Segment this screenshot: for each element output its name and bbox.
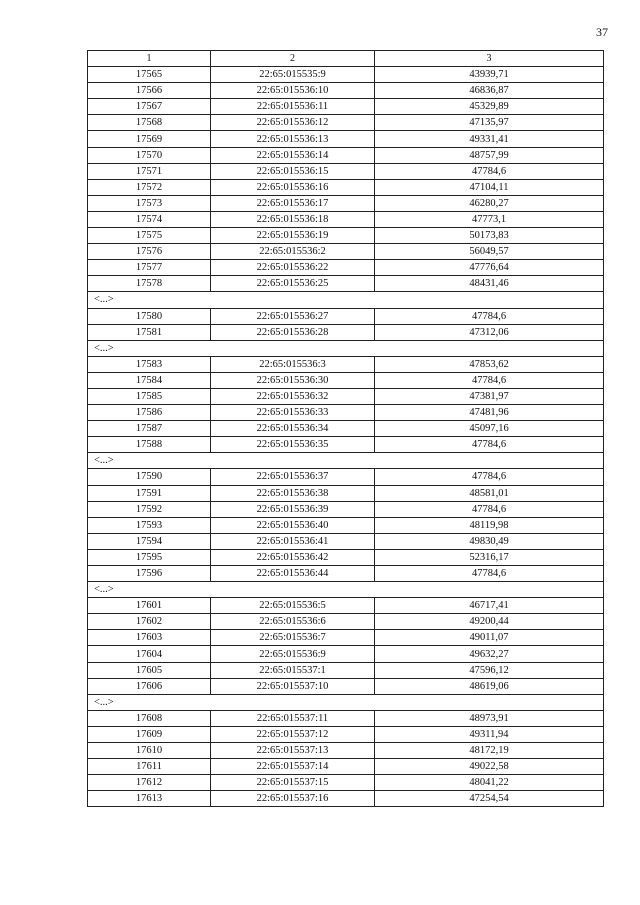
row-number-cell: 17590: [88, 469, 211, 485]
table-ellipsis-row: [88, 453, 604, 469]
row-number-cell: 17575: [88, 228, 211, 244]
cadastral-number-cell: 22:65:015536:14: [211, 147, 375, 163]
row-number-cell: 17578: [88, 276, 211, 292]
table-row: [88, 244, 604, 260]
cadastral-number-cell: 22:65:015536:19: [211, 228, 375, 244]
row-number-cell: 17604: [88, 646, 211, 662]
cadastral-number-cell: 22:65:015536:33: [211, 405, 375, 421]
row-number-cell: 17568: [88, 115, 211, 131]
table-row: [88, 775, 604, 791]
value-cell: 47784,6: [375, 501, 604, 517]
table-row: [88, 533, 604, 549]
row-number-cell: 17584: [88, 372, 211, 388]
value-cell: 48581,01: [375, 485, 604, 501]
table-ellipsis-row: [88, 292, 604, 308]
cadastral-number-cell: 22:65:015536:44: [211, 566, 375, 582]
value-cell: 48172,19: [375, 743, 604, 759]
value-cell: 46717,41: [375, 598, 604, 614]
value-cell: 49331,41: [375, 131, 604, 147]
table-row: [88, 308, 604, 324]
table-row: [88, 324, 604, 340]
table-row: [88, 485, 604, 501]
table-ellipsis-row: [88, 694, 604, 710]
value-cell: 46280,27: [375, 195, 604, 211]
value-cell: 45097,16: [375, 421, 604, 437]
row-number-cell: 17572: [88, 179, 211, 195]
value-cell: 47776,64: [375, 260, 604, 276]
page-number: 37: [596, 25, 608, 39]
cadastral-number-cell: 22:65:015536:10: [211, 83, 375, 99]
row-number-cell: 17586: [88, 405, 211, 421]
value-cell: 47135,97: [375, 115, 604, 131]
row-number-cell: 17608: [88, 710, 211, 726]
row-number-cell: 17585: [88, 388, 211, 404]
value-cell: 48431,46: [375, 276, 604, 292]
row-number-cell: 17571: [88, 163, 211, 179]
value-cell: 47784,6: [375, 308, 604, 324]
value-cell: 49011,07: [375, 630, 604, 646]
value-cell: 45329,89: [375, 99, 604, 115]
cadastral-number-cell: 22:65:015536:6: [211, 614, 375, 630]
omitted-rows-marker: <...>: [88, 453, 604, 469]
value-cell: 48619,06: [375, 678, 604, 694]
table-row: [88, 67, 604, 83]
table-row: [88, 228, 604, 244]
table-row: [88, 469, 604, 485]
cadastral-number-cell: 22:65:015536:25: [211, 276, 375, 292]
value-cell: 47784,6: [375, 437, 604, 453]
row-number-cell: 17601: [88, 598, 211, 614]
row-number-cell: 17611: [88, 759, 211, 775]
table-row: [88, 147, 604, 163]
column-header: 1: [88, 51, 211, 67]
value-cell: 43939,71: [375, 67, 604, 83]
table-row: [88, 566, 604, 582]
cadastral-number-cell: 22:65:015536:12: [211, 115, 375, 131]
value-cell: 47784,6: [375, 163, 604, 179]
value-cell: 49632,27: [375, 646, 604, 662]
value-cell: 49022,58: [375, 759, 604, 775]
cadastral-number-cell: 22:65:015537:14: [211, 759, 375, 775]
cadastral-number-cell: 22:65:015537:12: [211, 726, 375, 742]
table-row: [88, 517, 604, 533]
table-row: [88, 421, 604, 437]
table-row: [88, 678, 604, 694]
cadastral-number-cell: 22:65:015536:3: [211, 356, 375, 372]
row-number-cell: 17609: [88, 726, 211, 742]
value-cell: 47853,62: [375, 356, 604, 372]
row-number-cell: 17594: [88, 533, 211, 549]
cadastral-number-cell: 22:65:015536:13: [211, 131, 375, 147]
cadastral-number-cell: 22:65:015536:38: [211, 485, 375, 501]
cadastral-number-cell: 22:65:015535:9: [211, 67, 375, 83]
table-row: [88, 356, 604, 372]
cadastral-number-cell: 22:65:015537:10: [211, 678, 375, 694]
value-cell: 47773,1: [375, 211, 604, 227]
cadastral-number-cell: 22:65:015536:42: [211, 549, 375, 565]
value-cell: 47596,12: [375, 662, 604, 678]
row-number-cell: 17593: [88, 517, 211, 533]
cadastral-number-cell: 22:65:015536:35: [211, 437, 375, 453]
row-number-cell: 17576: [88, 244, 211, 260]
table-row: [88, 501, 604, 517]
value-cell: 47784,6: [375, 566, 604, 582]
column-header: 2: [211, 51, 375, 67]
cadastral-number-cell: 22:65:015536:22: [211, 260, 375, 276]
cadastral-number-cell: 22:65:015536:15: [211, 163, 375, 179]
cadastral-number-cell: 22:65:015536:37: [211, 469, 375, 485]
value-cell: 47784,6: [375, 469, 604, 485]
value-cell: 47104,11: [375, 179, 604, 195]
table-row: [88, 388, 604, 404]
table-row: [88, 598, 604, 614]
cadastral-number-cell: 22:65:015536:39: [211, 501, 375, 517]
table-row: [88, 276, 604, 292]
table-header-row: [88, 51, 604, 67]
cadastral-number-cell: 22:65:015536:40: [211, 517, 375, 533]
row-number-cell: 17587: [88, 421, 211, 437]
table-ellipsis-row: [88, 582, 604, 598]
cadastral-number-cell: 22:65:015536:7: [211, 630, 375, 646]
table-row: [88, 163, 604, 179]
row-number-cell: 17592: [88, 501, 211, 517]
cadastral-number-cell: 22:65:015536:27: [211, 308, 375, 324]
table-row: [88, 759, 604, 775]
table-row: [88, 372, 604, 388]
value-cell: 47381,97: [375, 388, 604, 404]
row-number-cell: 17603: [88, 630, 211, 646]
cadastral-number-cell: 22:65:015536:41: [211, 533, 375, 549]
row-number-cell: 17602: [88, 614, 211, 630]
value-cell: 47784,6: [375, 372, 604, 388]
value-cell: 47254,54: [375, 791, 604, 807]
value-cell: 49830,49: [375, 533, 604, 549]
value-cell: 49200,44: [375, 614, 604, 630]
cadastral-number-cell: 22:65:015536:28: [211, 324, 375, 340]
table-row: [88, 115, 604, 131]
table-row: [88, 405, 604, 421]
row-number-cell: 17570: [88, 147, 211, 163]
value-cell: 46836,87: [375, 83, 604, 99]
cadastral-number-cell: 22:65:015536:30: [211, 372, 375, 388]
cadastral-number-cell: 22:65:015536:32: [211, 388, 375, 404]
table-row: [88, 791, 604, 807]
table-row: [88, 646, 604, 662]
omitted-rows-marker: <...>: [88, 694, 604, 710]
table-row: [88, 131, 604, 147]
row-number-cell: 17612: [88, 775, 211, 791]
cadastral-number-cell: 22:65:015536:11: [211, 99, 375, 115]
row-number-cell: 17591: [88, 485, 211, 501]
table-row: [88, 630, 604, 646]
table-row: [88, 614, 604, 630]
cadastral-number-cell: 22:65:015536:18: [211, 211, 375, 227]
table-body: [88, 51, 604, 807]
table-row: [88, 549, 604, 565]
cadastral-number-cell: 22:65:015537:1: [211, 662, 375, 678]
value-cell: 50173,83: [375, 228, 604, 244]
row-number-cell: 17580: [88, 308, 211, 324]
value-cell: 48041,22: [375, 775, 604, 791]
cadastral-number-cell: 22:65:015536:2: [211, 244, 375, 260]
table-row: [88, 211, 604, 227]
row-number-cell: 17595: [88, 549, 211, 565]
row-number-cell: 17613: [88, 791, 211, 807]
row-number-cell: 17566: [88, 83, 211, 99]
omitted-rows-marker: <...>: [88, 340, 604, 356]
row-number-cell: 17610: [88, 743, 211, 759]
cadastral-number-cell: 22:65:015536:34: [211, 421, 375, 437]
table-row: [88, 743, 604, 759]
cadastral-number-cell: 22:65:015536:16: [211, 179, 375, 195]
row-number-cell: 17581: [88, 324, 211, 340]
row-number-cell: 17573: [88, 195, 211, 211]
value-cell: 52316,17: [375, 549, 604, 565]
table-row: [88, 99, 604, 115]
registry-table: [87, 50, 604, 807]
row-number-cell: 17596: [88, 566, 211, 582]
table-ellipsis-row: [88, 340, 604, 356]
table-row: [88, 437, 604, 453]
omitted-rows-marker: <...>: [88, 582, 604, 598]
row-number-cell: 17569: [88, 131, 211, 147]
row-number-cell: 17605: [88, 662, 211, 678]
table-row: [88, 83, 604, 99]
table-row: [88, 179, 604, 195]
cadastral-number-cell: 22:65:015536:9: [211, 646, 375, 662]
cadastral-number-cell: 22:65:015537:11: [211, 710, 375, 726]
value-cell: 48757,99: [375, 147, 604, 163]
row-number-cell: 17565: [88, 67, 211, 83]
value-cell: 49311,94: [375, 726, 604, 742]
value-cell: 47481,96: [375, 405, 604, 421]
cadastral-number-cell: 22:65:015536:17: [211, 195, 375, 211]
column-header: 3: [375, 51, 604, 67]
row-number-cell: 17606: [88, 678, 211, 694]
row-number-cell: 17577: [88, 260, 211, 276]
value-cell: 48119,98: [375, 517, 604, 533]
cadastral-number-cell: 22:65:015537:15: [211, 775, 375, 791]
table-row: [88, 726, 604, 742]
table-row: [88, 662, 604, 678]
table-row: [88, 260, 604, 276]
value-cell: 56049,57: [375, 244, 604, 260]
row-number-cell: 17574: [88, 211, 211, 227]
value-cell: 48973,91: [375, 710, 604, 726]
cadastral-number-cell: 22:65:015537:13: [211, 743, 375, 759]
value-cell: 47312,06: [375, 324, 604, 340]
row-number-cell: 17583: [88, 356, 211, 372]
row-number-cell: 17588: [88, 437, 211, 453]
row-number-cell: 17567: [88, 99, 211, 115]
omitted-rows-marker: <...>: [88, 292, 604, 308]
table-row: [88, 710, 604, 726]
cadastral-number-cell: 22:65:015536:5: [211, 598, 375, 614]
cadastral-number-cell: 22:65:015537:16: [211, 791, 375, 807]
table-row: [88, 195, 604, 211]
